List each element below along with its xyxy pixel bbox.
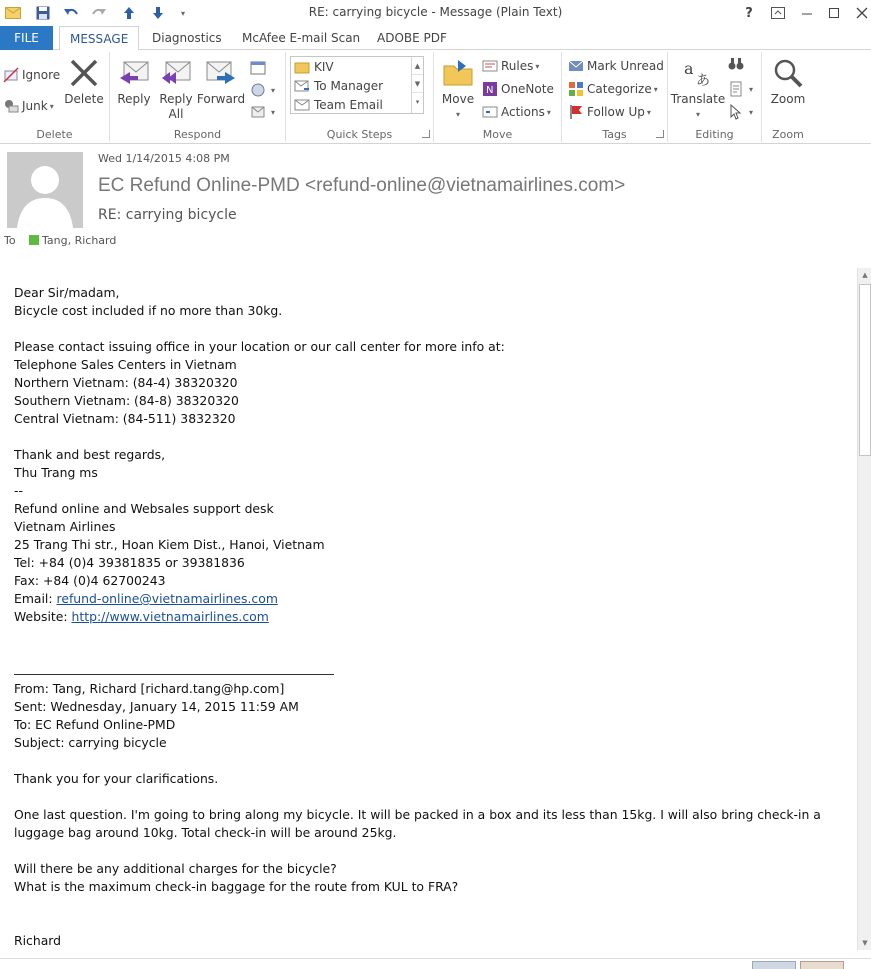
mark-unread-button[interactable] bbox=[568, 56, 664, 76]
tab-diagnostics[interactable]: Diagnostics bbox=[152, 31, 222, 45]
body-line: Please contact issuing office in your location or our call center for more info at: bbox=[14, 339, 505, 354]
related-icon bbox=[728, 81, 744, 97]
tab-message[interactable]: MESSAGE bbox=[59, 26, 139, 51]
translate-button[interactable]: a あ Translate ▾ bbox=[672, 56, 724, 122]
message-header bbox=[0, 145, 871, 255]
move-icon bbox=[441, 56, 475, 90]
reply-button[interactable] bbox=[116, 56, 152, 107]
quick-step-to-manager[interactable] bbox=[294, 77, 383, 95]
ignore-button[interactable] bbox=[3, 65, 60, 85]
website-label: Website: bbox=[14, 609, 72, 624]
move-label: Move bbox=[441, 92, 475, 106]
delete-group-label: Delete bbox=[36, 128, 73, 141]
ignore-label: Ignore bbox=[22, 68, 61, 82]
contact-thumbnail[interactable] bbox=[800, 961, 844, 969]
quick-steps-gallery bbox=[290, 56, 424, 114]
quoted-sent: Sent: Wednesday, January 14, 2015 11:59 AM bbox=[14, 699, 299, 714]
separator bbox=[14, 662, 844, 680]
qs-scroll-down-icon[interactable]: ▼ bbox=[412, 75, 423, 93]
ignore-icon bbox=[3, 67, 19, 83]
move-group bbox=[434, 52, 562, 142]
rules-icon bbox=[482, 58, 498, 74]
junk-button[interactable]: Junk ▾ bbox=[3, 96, 54, 116]
body-line: Thu Trang ms bbox=[14, 465, 98, 480]
reply-all-icon bbox=[159, 56, 193, 90]
flag-icon bbox=[568, 104, 584, 120]
translate-icon bbox=[681, 56, 715, 90]
scrollbar-thumb[interactable] bbox=[859, 284, 871, 456]
body-line: -- bbox=[14, 483, 23, 498]
onenote-icon bbox=[482, 81, 498, 97]
minimize-button[interactable] bbox=[796, 3, 818, 23]
cursor-icon bbox=[728, 104, 744, 120]
reply-icon bbox=[117, 56, 151, 90]
sender-name[interactable]: EC Refund Online-PMD <refund-online@vietnamairlines.com> bbox=[98, 175, 626, 196]
body-line: Will there be any additional charges for the bicycle? bbox=[14, 861, 337, 876]
im-reply-button[interactable]: ▾ bbox=[250, 80, 275, 100]
delete-group bbox=[0, 52, 110, 142]
tab-file[interactable]: FILE bbox=[0, 26, 53, 50]
forward-label: Forward bbox=[196, 92, 246, 106]
actions-label: Actions bbox=[501, 105, 545, 119]
categorize-icon bbox=[568, 81, 584, 97]
scroll-up-icon[interactable]: ▲ bbox=[862, 271, 868, 279]
body-line: 25 Trang Thi str., Hoan Kiem Dist., Hanoi, Vietnam bbox=[14, 537, 325, 552]
message-text bbox=[14, 284, 844, 950]
email-link[interactable]: refund-online@vietnamairlines.com bbox=[56, 591, 278, 606]
tab-mcafee[interactable]: McAfee E-mail Scan bbox=[242, 31, 361, 45]
message-body[interactable] bbox=[0, 268, 857, 958]
move-group-label: Move bbox=[482, 128, 513, 141]
tags-launcher-icon[interactable] bbox=[656, 130, 664, 138]
follow-up-label: Follow Up bbox=[587, 105, 645, 119]
related-button[interactable]: ▾ bbox=[728, 79, 753, 99]
body-line: Dear Sir/madam, bbox=[14, 285, 120, 300]
help-button[interactable]: ? bbox=[745, 5, 753, 21]
title-bar bbox=[0, 0, 871, 26]
signature: Richard bbox=[14, 933, 62, 948]
body-line: Central Vietnam: (84-511) 3832320 bbox=[14, 411, 236, 426]
im-icon bbox=[250, 82, 266, 98]
svg-text:a: a bbox=[684, 59, 694, 78]
quick-step-kiv[interactable] bbox=[294, 58, 334, 76]
move-button[interactable]: Move ▾ bbox=[440, 56, 476, 122]
respond-group-label: Respond bbox=[173, 128, 222, 141]
ribbon-tabs bbox=[0, 26, 871, 50]
more-respond-button[interactable]: ▾ bbox=[250, 102, 275, 122]
forward-button[interactable] bbox=[198, 56, 244, 107]
body-line: One last question. I'm going to bring along my bicycle. It will be packed in a box and its less than 15kg. I will also bring check-in a luggage bag around 10kg. Total check-in will be around 25kg. bbox=[14, 807, 821, 840]
quick-step-team-email[interactable] bbox=[294, 96, 383, 114]
body-line: Northern Vietnam: (84-4) 38320320 bbox=[14, 375, 238, 390]
delete-button[interactable] bbox=[64, 56, 104, 107]
rules-label: Rules bbox=[501, 59, 534, 73]
email-line bbox=[14, 590, 844, 608]
rules-button[interactable]: Rules ▾ bbox=[482, 56, 539, 76]
mark-unread-icon bbox=[568, 58, 584, 74]
quoted-to: To: EC Refund Online-PMD bbox=[14, 717, 176, 732]
binoculars-icon bbox=[728, 56, 744, 72]
onenote-button[interactable] bbox=[482, 79, 554, 99]
quick-steps-group-label: Quick Steps bbox=[326, 128, 393, 141]
select-button[interactable]: ▾ bbox=[728, 102, 753, 122]
to-label: To bbox=[4, 234, 16, 247]
body-line: Thank you for your clarifications. bbox=[14, 771, 219, 786]
meeting-icon bbox=[250, 60, 266, 76]
forward-icon bbox=[204, 56, 238, 90]
mark-unread-label: Mark Unread bbox=[587, 59, 664, 73]
ribbon-display-options-icon[interactable] bbox=[767, 3, 789, 23]
body-line: Refund online and Websales support desk bbox=[14, 501, 274, 516]
maximize-button[interactable] bbox=[823, 3, 845, 23]
actions-button[interactable]: Actions ▾ bbox=[482, 102, 551, 122]
window-title: RE: carrying bicycle - Message (Plain Text) bbox=[308, 5, 563, 19]
qs-more-icon[interactable]: ▾ bbox=[415, 98, 420, 106]
quoted-subject: Subject: carrying bicycle bbox=[14, 735, 167, 750]
zoom-group bbox=[762, 52, 814, 142]
body-line: What is the maximum check-in baggage for the route from KUL to FRA? bbox=[14, 879, 459, 894]
junk-label: Junk bbox=[22, 99, 48, 113]
zoom-button[interactable] bbox=[768, 56, 808, 107]
respond-group bbox=[110, 52, 286, 142]
onenote-label: OneNote bbox=[501, 82, 554, 96]
translate-label: Translate bbox=[670, 92, 726, 106]
zoom-label: Zoom bbox=[770, 92, 806, 106]
body-line: Southern Vietnam: (84-8) 38320320 bbox=[14, 393, 239, 408]
svg-text:N: N bbox=[486, 85, 494, 96]
categorize-label: Categorize bbox=[587, 82, 652, 96]
reply-all-button[interactable] bbox=[156, 56, 196, 122]
person-icon bbox=[7, 152, 83, 228]
quick-step-kiv-label: KIV bbox=[314, 60, 334, 74]
reply-label: Reply bbox=[117, 92, 151, 106]
body-line: Bicycle cost included if no more than 30kg. bbox=[14, 303, 283, 318]
delete-icon bbox=[67, 56, 101, 90]
body-line: Thank and best regards, bbox=[14, 447, 166, 462]
actions-icon bbox=[482, 104, 498, 120]
quick-step-team-email-label: Team Email bbox=[314, 98, 383, 112]
customize-qat-icon[interactable]: ▾ bbox=[180, 8, 185, 18]
website-line bbox=[14, 608, 844, 626]
message-subject: RE: carrying bicycle bbox=[98, 207, 237, 223]
people-pane-bar bbox=[0, 958, 871, 969]
quick-steps-group bbox=[286, 52, 434, 142]
junk-icon bbox=[3, 98, 19, 114]
body-line: Tel: +84 (0)4 39381835 or 39381836 bbox=[14, 555, 245, 570]
categorize-button[interactable]: Categorize ▾ bbox=[568, 79, 658, 99]
contact-thumbnail[interactable] bbox=[752, 961, 796, 969]
editing-group bbox=[668, 52, 762, 142]
more-respond-icon bbox=[250, 104, 266, 120]
website-link[interactable]: http://www.vietnamairlines.com bbox=[71, 609, 269, 624]
qs-scroll-up-icon[interactable]: ▲ bbox=[412, 57, 423, 75]
quick-steps-launcher-icon[interactable] bbox=[422, 130, 430, 138]
svg-text:あ: あ bbox=[696, 73, 710, 88]
scroll-down-icon[interactable]: ▼ bbox=[862, 939, 868, 947]
recipient-name[interactable]: Tang, Richard bbox=[42, 234, 117, 247]
vertical-scrollbar[interactable] bbox=[857, 268, 871, 950]
ribbon bbox=[0, 50, 871, 144]
sent-date: Wed 1/14/2015 4:08 PM bbox=[98, 152, 230, 165]
delete-label: Delete bbox=[64, 92, 104, 106]
editing-group-label: Editing bbox=[695, 128, 734, 141]
to-manager-icon bbox=[294, 79, 310, 93]
zoom-group-label: Zoom bbox=[772, 128, 804, 141]
magnifier-icon bbox=[771, 56, 805, 90]
tags-group bbox=[562, 52, 668, 142]
presence-indicator bbox=[29, 235, 39, 245]
tab-adobe-pdf[interactable]: ADOBE PDF bbox=[377, 31, 447, 45]
find-button[interactable] bbox=[728, 54, 747, 74]
folder-icon bbox=[294, 60, 310, 74]
quick-steps-scroll[interactable] bbox=[411, 57, 423, 113]
reply-all-label-1: Reply bbox=[159, 92, 193, 106]
meeting-reply-button[interactable] bbox=[250, 58, 269, 78]
body-line: Vietnam Airlines bbox=[14, 519, 116, 534]
quoted-from: From: Tang, Richard [richard.tang@hp.com] bbox=[14, 681, 285, 696]
body-line: Fax: +84 (0)4 62700243 bbox=[14, 573, 166, 588]
email-label: Email: bbox=[14, 591, 57, 606]
tags-group-label: Tags bbox=[602, 128, 627, 141]
avatar bbox=[7, 152, 83, 228]
quick-step-to-manager-label: To Manager bbox=[314, 79, 384, 93]
team-email-icon bbox=[294, 98, 310, 112]
follow-up-button[interactable]: Follow Up ▾ bbox=[568, 102, 651, 122]
body-line: Telephone Sales Centers in Vietnam bbox=[14, 357, 237, 372]
close-button[interactable] bbox=[851, 3, 871, 23]
reply-all-label-2: All bbox=[168, 107, 184, 121]
